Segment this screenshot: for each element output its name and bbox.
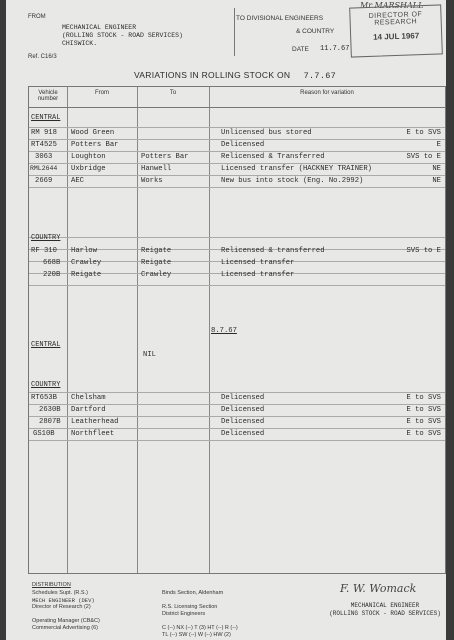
- signature: F. W. Womack: [340, 582, 417, 595]
- second-date: 8.7.67: [211, 327, 237, 335]
- cell-code: E to SVS: [406, 406, 441, 414]
- dist-item: [32, 611, 100, 618]
- to-country: & COUNTRY: [296, 28, 335, 35]
- dist-item: [162, 618, 238, 625]
- cell-code: E to SVS: [406, 394, 441, 402]
- cell-code: E to SVS: [406, 418, 441, 426]
- cell-reason: Licensed transfer: [221, 271, 295, 279]
- dist-item: Binds Section, Aldenham: [162, 590, 224, 596]
- dist-item: Commercial Advertising (6): [32, 625, 99, 631]
- cell-to: Hanwell: [141, 165, 172, 173]
- cell-code: E to SVS: [406, 129, 441, 137]
- cell-from: Crawley: [71, 259, 102, 267]
- section-heading-central-2: CENTRAL: [31, 341, 61, 349]
- cell-vehicle: 2807B: [39, 418, 61, 426]
- table-row: [29, 393, 445, 405]
- table-row: [29, 128, 445, 140]
- table-row: [29, 429, 445, 441]
- cell-vehicle: 668B: [43, 259, 61, 267]
- dist-item: Director of Research (2): [32, 604, 91, 610]
- reference: Ref. C16/3: [28, 54, 57, 60]
- table-row: [29, 246, 445, 258]
- dist-item: TL (--) SW (--) W (--) HW (2): [162, 632, 231, 638]
- table-row: [29, 152, 445, 164]
- cell-code: NE: [432, 177, 441, 185]
- cell-reason: Licensed transfer (HACKNEY TRAINER): [221, 165, 372, 173]
- document-page: [6, 0, 446, 640]
- cell-from: Potters Bar: [71, 141, 119, 149]
- nil-entry: NIL: [143, 351, 156, 359]
- cell-code: SVS to E: [406, 153, 441, 161]
- cell-vehicle: RT4525: [31, 141, 57, 149]
- cell-from: Northfleet: [71, 430, 115, 438]
- cell-from: Leatherhead: [71, 418, 119, 426]
- date-label: DATE: [292, 46, 309, 53]
- document-title: [26, 70, 444, 81]
- cell-reason: Relicensed & Transferred: [221, 153, 325, 161]
- cell-to: Works: [141, 177, 163, 185]
- cell-to: Potters Bar: [141, 153, 189, 161]
- title-text: VARIATIONS IN ROLLING STOCK ON: [133, 70, 291, 80]
- dist-item: R.S. Licensing Section: [162, 604, 218, 610]
- cell-code: E: [436, 141, 441, 149]
- cell-from: Dartford: [71, 406, 106, 414]
- dist-item: [162, 597, 238, 604]
- cell-reason: Relicensed & transferred: [221, 247, 325, 255]
- from-box: [24, 8, 235, 56]
- table-row: [29, 176, 445, 188]
- distribution-list-1: [32, 590, 100, 632]
- section-heading-country-2: COUNTRY: [31, 381, 61, 389]
- from-line: CHISWICK.: [62, 40, 98, 47]
- dist-item: District Engineers: [162, 611, 206, 617]
- signatory-title-2: (ROLLING STOCK - ROAD SERVICES): [329, 610, 441, 617]
- cell-vehicle: RML2644: [30, 165, 58, 172]
- table-row: [29, 405, 445, 417]
- signatory-title: [326, 602, 444, 618]
- cell-vehicle: 220B: [43, 271, 61, 279]
- table-row: [29, 270, 445, 282]
- cell-vehicle: RF 310: [31, 247, 57, 255]
- dist-item: Operating Manager (CB&C): [32, 618, 100, 624]
- stamp-date: 14 JUL 1967: [372, 31, 420, 42]
- cell-from: Loughton: [71, 153, 106, 161]
- distribution-label: DISTRIBUTION: [32, 582, 71, 588]
- section-heading-central: CENTRAL: [31, 114, 61, 122]
- received-stamp: [349, 4, 443, 57]
- from-address: [62, 24, 183, 48]
- col-to: To: [169, 90, 177, 96]
- table-row: [29, 140, 445, 152]
- cell-reason: Delicensed: [221, 141, 265, 149]
- cell-reason: Delicensed: [221, 394, 265, 402]
- cell-reason: Delicensed: [221, 406, 265, 414]
- col-reason: Reason for variation: [300, 90, 354, 96]
- cell-from: Chelsham: [71, 394, 106, 402]
- cell-to: Reigate: [141, 247, 172, 255]
- cell-from: Uxbridge: [71, 165, 106, 173]
- cell-code: NE: [432, 165, 441, 173]
- cell-reason: Delicensed: [221, 418, 265, 426]
- cell-vehicle: RM 918: [31, 129, 57, 137]
- cell-reason: Unlicensed bus stored: [221, 129, 312, 137]
- cell-vehicle: 2669: [35, 177, 53, 185]
- cell-reason: New bus into stock (Eng. No.2992): [221, 177, 364, 185]
- col-from: From: [95, 90, 109, 96]
- variations-table: [28, 86, 446, 574]
- cell-from: Reigate: [71, 271, 102, 279]
- cell-vehicle: 2630B: [39, 406, 61, 414]
- cell-reason: Delicensed: [221, 430, 265, 438]
- stamp-line-1: DIRECTOR OF: [368, 11, 423, 20]
- dist-item: Schedules Supt. (R.S.): [32, 590, 88, 596]
- cell-from: Harlow: [71, 247, 97, 255]
- header-date: 11.7.67: [320, 45, 350, 53]
- title-date: 7.7.67: [303, 71, 337, 81]
- col-vehicle: Vehicle number: [37, 90, 59, 102]
- stamp-line-2: RESEARCH: [374, 18, 418, 27]
- table-row: [29, 164, 445, 176]
- cell-vehicle: 3063: [35, 153, 53, 161]
- cell-code: E to SVS: [406, 430, 441, 438]
- dist-item: MECH ENGINEER (DEV): [32, 597, 95, 604]
- signatory-title-1: MECHANICAL ENGINEER: [350, 602, 420, 609]
- table-row: [29, 417, 445, 429]
- from-line: MECHANICAL ENGINEER: [62, 24, 137, 31]
- cell-from: AEC: [71, 177, 84, 185]
- section-heading-country: COUNTRY: [31, 234, 61, 242]
- table-row: [29, 258, 445, 270]
- cell-vehicle: RT653B: [31, 394, 57, 402]
- dist-item: C (--) NX (--) T (3) HT (--) R (--): [162, 625, 238, 631]
- from-label: FROM: [28, 14, 46, 20]
- cell-to: Reigate: [141, 259, 172, 267]
- from-line: (ROLLING STOCK - ROAD SERVICES): [62, 32, 183, 39]
- cell-from: Wood Green: [71, 129, 115, 137]
- cell-reason: Licensed transfer: [221, 259, 295, 267]
- distribution-list-2: [162, 590, 238, 639]
- handwritten-recipient: Mr MARSHALL: [360, 1, 424, 10]
- cell-code: SVS to E: [406, 247, 441, 255]
- to-label: TO DIVISIONAL ENGINEERS: [236, 15, 324, 22]
- cell-vehicle: GS10B: [33, 430, 55, 438]
- cell-to: Crawley: [141, 271, 172, 279]
